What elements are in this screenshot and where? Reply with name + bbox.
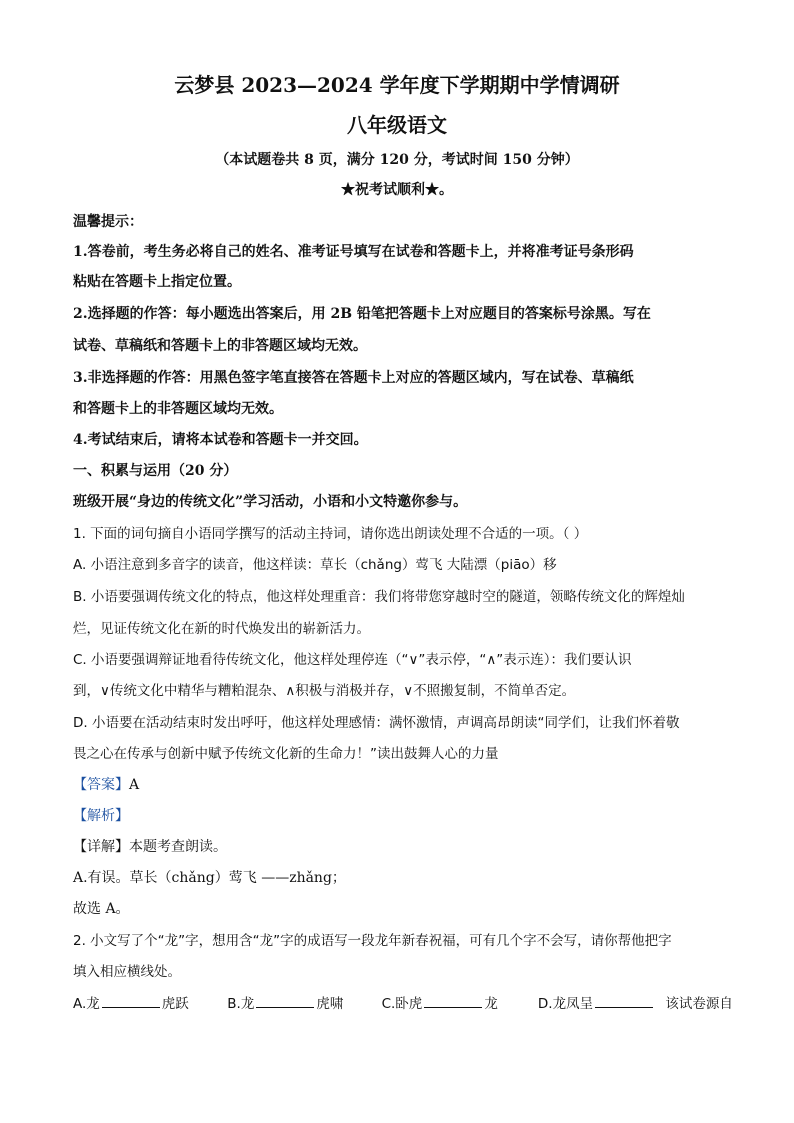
detail-text: 本题考查朗读。 — [129, 839, 227, 855]
tip-line: 试卷、草稿纸和答题卡上的非答题区域均无效。 — [73, 338, 367, 354]
tip-line: 4.考试结束后，请将本试卷和答题卡一并交回。 — [73, 432, 368, 448]
fill-blank[interactable] — [256, 993, 314, 1008]
fill-blank[interactable] — [102, 993, 160, 1008]
detail-tag: 【详解】 — [73, 839, 129, 855]
answer-tag: 【答案】 — [73, 777, 129, 793]
option-prefix: A.龙 — [73, 996, 100, 1012]
tip-line: 1.答卷前，考生务必将自己的姓名、准考证号填写在试卷和答题卡上，并将准考证号条形码 — [73, 244, 634, 260]
fill-blank[interactable] — [595, 993, 653, 1008]
q1-option-d-cont: 畏之心在传承与创新中赋予传统文化新的生命力！”读出鼓舞人心的力量 — [73, 746, 499, 762]
section-heading: 一、积累与运用（20 分） — [73, 463, 238, 479]
subject-title: 八年级语文 — [347, 113, 447, 137]
q2-option-b — [227, 993, 377, 1014]
q1-option-c-cont: 到，∨传统文化中精华与糟粕混杂、∧积极与消极并存，∨不照搬复制，不简单否定。 — [73, 683, 576, 699]
q1-stem: 1. 下面的词句摘自小语同学撰写的活动主持词，请你选出朗读处理不合适的一项。（ ） — [73, 526, 588, 542]
q1-option-a: A. 小语注意到多音字的读音，他这样读：草长（chǎng）莺飞 大陆漂（piāo）移 — [73, 557, 557, 573]
exam-wish: ★祝考试顺利★。 — [341, 182, 453, 198]
tip-line: 3.非选择题的作答：用黑色签字笔直接答在答题卡上对应的答题区域内，写在试卷、草稿纸 — [73, 370, 634, 386]
option-suffix: 虎啸 — [316, 996, 344, 1012]
q2-stem-cont: 填入相应横线处。 — [73, 964, 181, 980]
exam-title: 云梦县 2023—2024 学年度下学期期中学情调研 — [174, 73, 620, 97]
option-prefix: C.卧虎 — [381, 996, 423, 1012]
q2-option-c — [382, 993, 534, 1014]
q2-option-a — [73, 993, 223, 1014]
tips-heading: 温馨提示： — [73, 214, 143, 230]
trailing-text: 该试卷源自 — [665, 996, 733, 1012]
tip-line: 粘贴在答题卡上指定位置。 — [73, 274, 241, 290]
tip-line: 2.选择题的作答：每小题选出答案后，用 2B 铅笔把答题卡上对应题目的答案标号涂黑。写在 — [73, 306, 651, 322]
q1-option-b: B. 小语要强调传统文化的特点，他这样处理重音：我们将带您穿越时空的隧道，领略传统文化的辉煌灿 — [73, 589, 685, 605]
analysis-tag: 【解析】 — [73, 808, 129, 824]
q2-option-d — [538, 993, 655, 1014]
q1-analysis — [73, 806, 129, 826]
option-suffix: 龙 — [484, 996, 498, 1012]
q1-option-b-cont: 烂，见证传统文化在新的时代焕发出的崭新活力。 — [73, 621, 370, 637]
answer-value: A — [129, 777, 140, 793]
fill-blank[interactable] — [424, 993, 482, 1008]
q1-answer — [73, 775, 139, 795]
tip-line: 和答题卡上的非答题区域均无效。 — [73, 401, 283, 417]
option-prefix: B.龙 — [227, 996, 255, 1012]
q1-detail-line: A.有误。草长（chǎng）莺飞 ——zhǎng； — [73, 870, 346, 886]
q1-detail-line: 故选 A。 — [73, 901, 130, 917]
option-prefix: D.龙凤呈 — [537, 996, 594, 1012]
q1-option-d: D. 小语要在活动结束时发出呼吁，他这样处理感情：满怀激情，声调高昂朗读“同学们，让我们怀着敬 — [73, 715, 680, 731]
q2-stem: 2. 小文写了个“龙”字，想用含“龙”字的成语写一段龙年新春祝福，可有几个字不会写，请你帮他把字 — [73, 933, 672, 949]
exam-note: （本试题卷共 8 页，满分 120 分，考试时间 150 分钟） — [215, 152, 579, 168]
q2-options — [73, 993, 733, 1014]
q1-option-c: C. 小语要强调辩证地看待传统文化，他这样处理停连（“∨”表示停，“∧”表示连）：我们要认识 — [73, 652, 632, 668]
q1-detail — [73, 837, 227, 857]
option-suffix: 虎跃 — [161, 996, 189, 1012]
section-intro: 班级开展“身边的传统文化”学习活动，小语和小文特邀你参与。 — [73, 494, 468, 510]
